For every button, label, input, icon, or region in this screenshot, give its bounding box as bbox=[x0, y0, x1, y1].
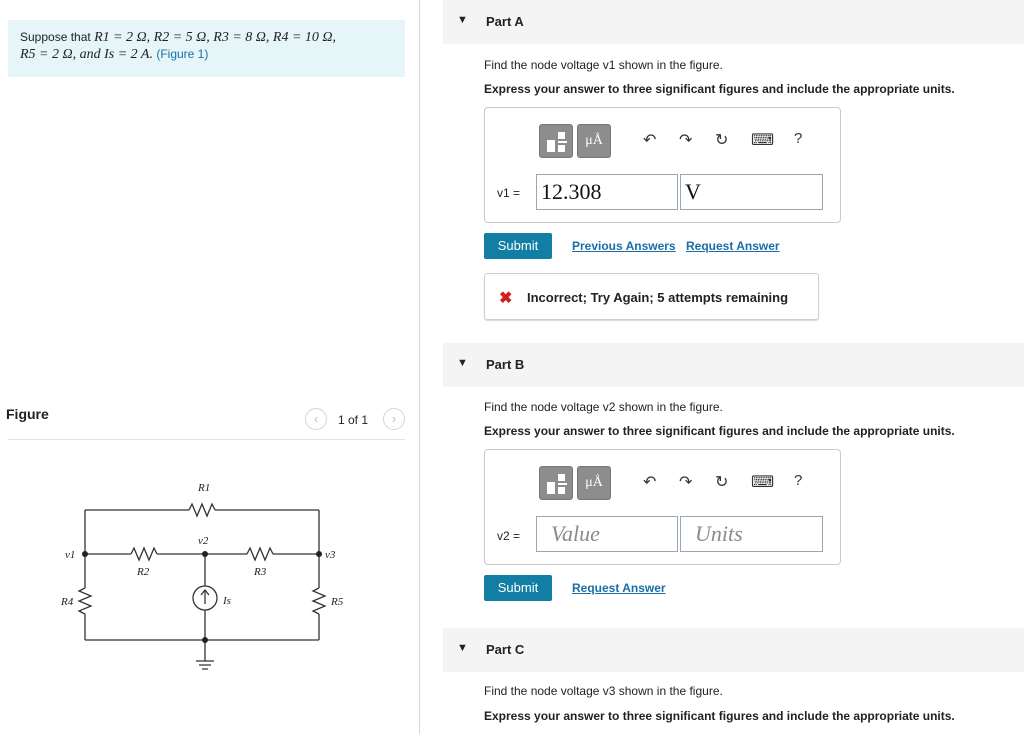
label-v2: v2 bbox=[198, 535, 209, 547]
part-a-title: Part A bbox=[486, 14, 524, 29]
part-b-value-input[interactable]: Value bbox=[536, 516, 678, 552]
part-b-instruction: Express your answer to three significant figures and include the appropriate units. bbox=[484, 424, 955, 438]
collapse-triangle-icon: ▼ bbox=[457, 642, 468, 654]
label-r2: R2 bbox=[137, 566, 150, 578]
label-r3: R3 bbox=[254, 566, 267, 578]
resistor-r5 bbox=[313, 588, 325, 614]
part-c-instruction: Express your answer to three significant figures and include the appropriate units. bbox=[484, 709, 955, 723]
figure-link[interactable]: (Figure 1) bbox=[156, 47, 209, 61]
feedback-message bbox=[484, 273, 819, 320]
templates-button[interactable] bbox=[539, 124, 573, 158]
part-a-units-input[interactable]: V bbox=[680, 174, 823, 210]
part-b-submit-button[interactable]: Submit bbox=[484, 575, 552, 601]
templates-icon bbox=[540, 467, 574, 501]
figure-pager: 1 of 1 bbox=[338, 413, 369, 427]
undo-icon[interactable]: ↶ bbox=[643, 132, 657, 149]
panel-divider bbox=[419, 0, 420, 734]
help-icon[interactable]: ? bbox=[794, 472, 803, 489]
templates-button[interactable] bbox=[539, 466, 573, 500]
part-a-instruction: Express your answer to three significant figures and include the appropriate units. bbox=[484, 82, 955, 96]
help-icon[interactable]: ? bbox=[794, 130, 803, 147]
units-button[interactable]: μÅ bbox=[577, 124, 611, 158]
problem-values-2: R5 = 2 Ω, and Is = 2 A. bbox=[20, 47, 153, 62]
label-is: Is bbox=[223, 595, 231, 607]
part-c-title: Part C bbox=[486, 642, 525, 657]
redo-icon[interactable]: ↷ bbox=[679, 132, 693, 149]
part-c-header[interactable] bbox=[443, 628, 1024, 672]
part-a-answer-box bbox=[484, 107, 841, 223]
reset-icon[interactable]: ↻ bbox=[715, 132, 729, 149]
part-a-variable: v1 = bbox=[497, 186, 521, 200]
keyboard-icon[interactable]: ⌨ bbox=[751, 132, 775, 149]
templates-icon bbox=[540, 125, 574, 159]
part-a-header[interactable] bbox=[443, 0, 1024, 44]
undo-icon[interactable]: ↶ bbox=[643, 474, 657, 491]
label-r1: R1 bbox=[198, 482, 211, 494]
part-b-question: Find the node voltage v2 shown in the figure. bbox=[484, 400, 723, 414]
label-r4: R4 bbox=[61, 596, 74, 608]
figure-divider bbox=[8, 439, 405, 440]
chevron-left-icon: ‹ bbox=[313, 411, 319, 426]
resistor-r3 bbox=[247, 548, 273, 560]
collapse-triangle-icon: ▼ bbox=[457, 14, 468, 26]
incorrect-icon: ✖ bbox=[499, 290, 513, 307]
part-a-value-input[interactable]: 12.308 bbox=[536, 174, 678, 210]
part-b-units-input[interactable]: Units bbox=[680, 516, 823, 552]
resistor-r2 bbox=[131, 548, 157, 560]
figure-prev-button[interactable] bbox=[305, 408, 327, 430]
reset-icon[interactable]: ↻ bbox=[715, 474, 729, 491]
part-b-header[interactable] bbox=[443, 343, 1024, 387]
feedback-text: Incorrect; Try Again; 5 attempts remaining bbox=[527, 290, 789, 305]
units-button[interactable]: μÅ bbox=[577, 466, 611, 500]
label-v1: v1 bbox=[65, 549, 76, 561]
part-b-answer-box bbox=[484, 449, 841, 565]
problem-values: R1 = 2 Ω, R2 = 5 Ω, R3 = 8 Ω, R4 = 10 Ω, bbox=[94, 30, 337, 45]
part-b-variable: v2 = bbox=[497, 529, 521, 543]
collapse-triangle-icon: ▼ bbox=[457, 357, 468, 369]
part-c-question: Find the node voltage v3 shown in the figure. bbox=[484, 684, 723, 698]
label-r5: R5 bbox=[331, 596, 344, 608]
part-a-question: Find the node voltage v1 shown in the figure. bbox=[484, 58, 723, 72]
label-v3: v3 bbox=[325, 549, 336, 561]
resistor-r1 bbox=[189, 504, 215, 516]
previous-answers-link[interactable]: Previous Answers bbox=[572, 239, 676, 253]
figure-title: Figure bbox=[6, 406, 49, 422]
keyboard-icon[interactable]: ⌨ bbox=[751, 474, 775, 491]
part-b-request-answer-link[interactable]: Request Answer bbox=[572, 581, 666, 595]
part-a-request-answer-link[interactable]: Request Answer bbox=[686, 239, 780, 253]
redo-icon[interactable]: ↷ bbox=[679, 474, 693, 491]
part-a-submit-button[interactable]: Submit bbox=[484, 233, 552, 259]
figure-next-button[interactable] bbox=[383, 408, 405, 430]
chevron-right-icon: › bbox=[391, 411, 397, 426]
resistor-r4 bbox=[79, 588, 91, 614]
part-b-title: Part B bbox=[486, 357, 525, 372]
problem-prefix: Suppose that bbox=[20, 30, 95, 44]
problem-statement bbox=[8, 20, 405, 77]
circuit-diagram bbox=[55, 478, 355, 683]
